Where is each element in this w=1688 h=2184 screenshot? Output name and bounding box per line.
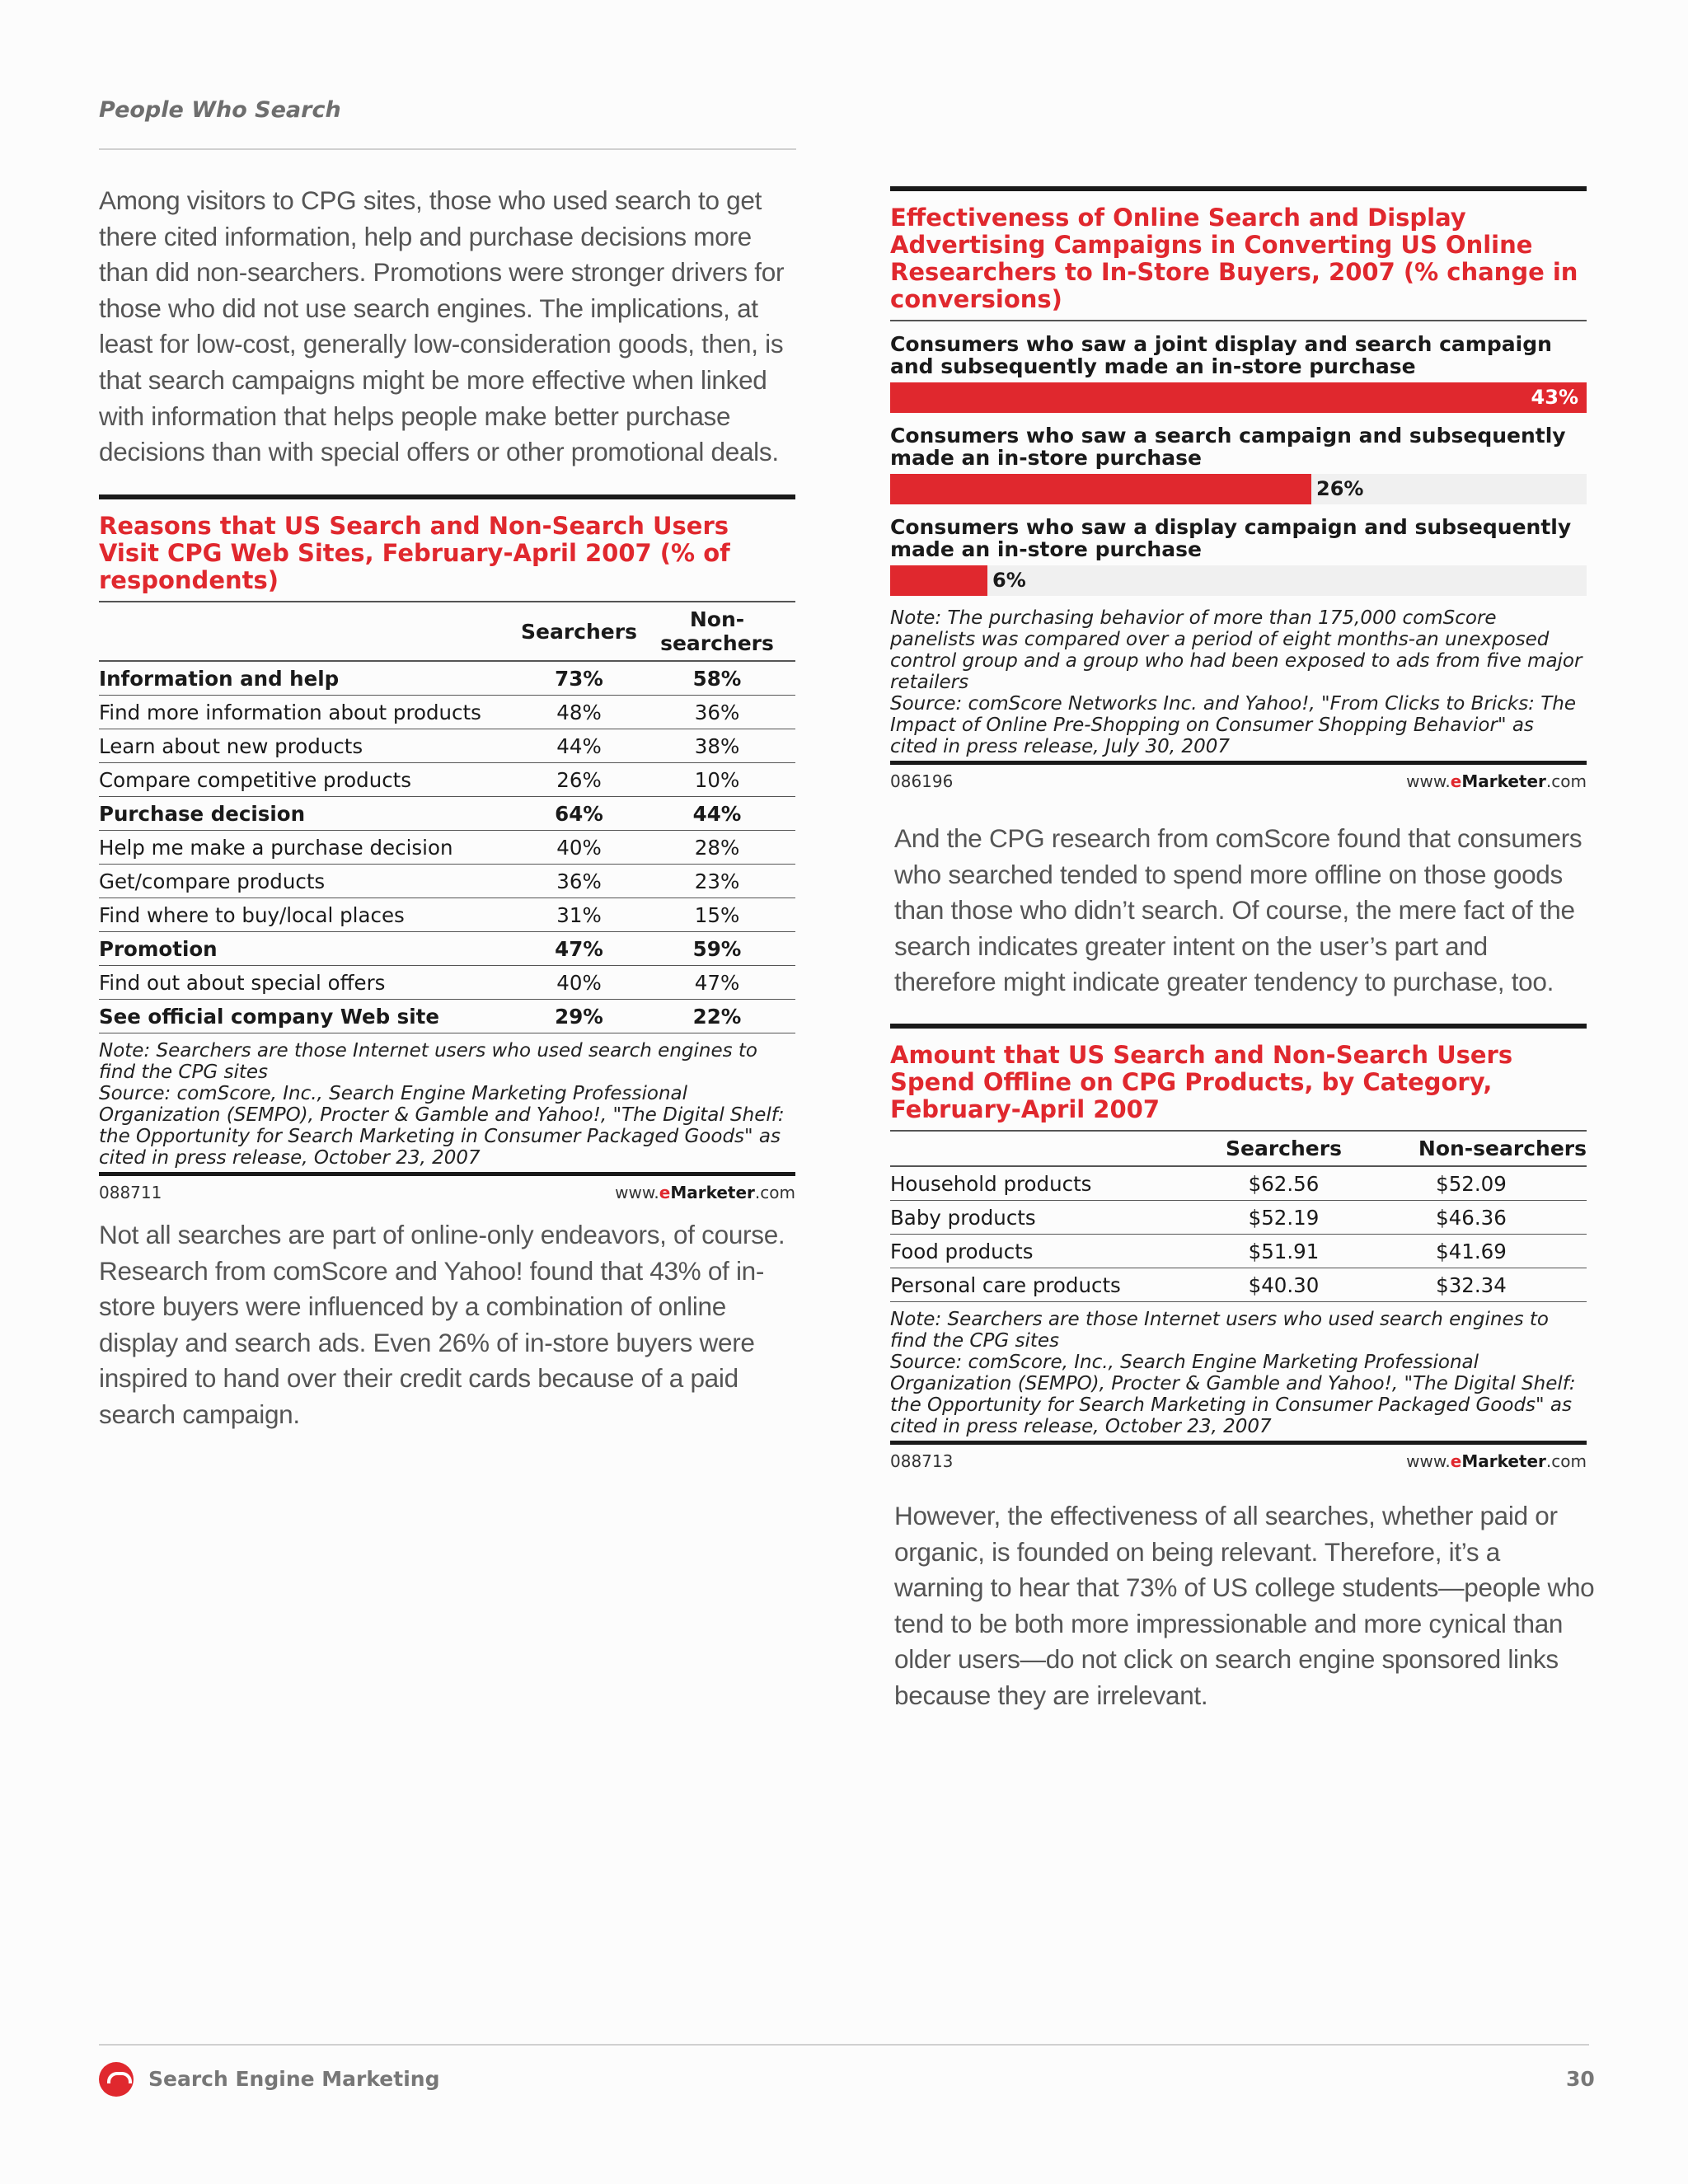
non-searchers-value: 36% [639, 696, 795, 729]
paragraph: Among visitors to CPG sites, those who used search to get there cited information, help and purchase decisions more than did non-searchers. Promotions were stronger drivers for those who did not use search engines. The implications, at least for low-cost, generally low-consideration goods, then, is that search campaigns might be more effective when linked with information that helps people make better purchase decisions than with special offers or other promotional deals. [99, 185, 785, 467]
row-label: Household products [890, 1166, 1212, 1201]
source-text: Source: comScore Networks Inc. and Yahoo!, "From Clicks to Bricks: The Impact of Online Pre-Shopping on Consumer Shopping Behavior" as cited in press release, July 30, 2007 [890, 693, 1577, 757]
searchers-value: 47% [519, 932, 639, 966]
table-row [890, 1166, 1587, 1201]
exhibit-top-rule [890, 186, 1587, 191]
table-row [99, 966, 795, 1000]
exhibit-footer [890, 771, 1587, 791]
table-row [99, 696, 795, 729]
searchers-value: $40.30 [1212, 1268, 1356, 1302]
table-row [890, 1235, 1587, 1268]
table-row [99, 797, 795, 831]
exhibit-title: Amount that US Search and Non-Search Users Spend Offline on CPG Products, by Category, February-April 2007 [890, 1041, 1513, 1123]
page-number: 30 [1566, 2067, 1595, 2091]
exhibit-note [890, 1309, 1587, 1437]
intro-paragraph [99, 183, 799, 471]
paragraph: And the CPG research from comScore found that consumers who searched tended to spend more offline on those goods than those who didn’t search. Of course, the mere fact of the search indicates greater intent on the user’s part and therefore might indicate greater tendency to purchase, too. [894, 823, 1582, 997]
note-text: Note: The purchasing behavior of more than 175,000 comScore panelists was compared over a period of eight months-an unexposed control group and a group who had been exposed to ads from five major retailers [890, 607, 1582, 693]
row-label: Find where to buy/local places [99, 898, 519, 932]
table-row [99, 932, 795, 966]
chart-title: Effectiveness of Online Search and Display Advertising Campaigns in Converting US Online Researchers to In-Store Buyers, 2007 (% change in conversions) [890, 204, 1578, 313]
footer-divider [99, 2044, 1589, 2046]
row-label: Help me make a purchase decision [99, 831, 519, 865]
source-text: Source: comScore, Inc., Search Engine Marketing Professional Organization (SEMPO), Procter & Gamble and Yahoo!, "The Digital Shelf: the Opportunity for Search Marketing in Consumer Packaged Goods" as cited in press release, October 23, 2007 [890, 1352, 1576, 1437]
note-text: Note: Searchers are those Internet users who used search engines to find the CPG sites [890, 1309, 1549, 1352]
spending-paragraph [894, 821, 1595, 1001]
searchers-value: 26% [519, 763, 639, 797]
header-divider [99, 148, 796, 150]
exhibit-id: 086196 [890, 771, 954, 791]
bar [890, 565, 987, 596]
exhibit-footer [99, 1183, 795, 1202]
note-text: Note: Searchers are those Internet users who used search engines to find the CPG sites [99, 1040, 757, 1083]
report-title: Search Engine Marketing [148, 2067, 440, 2091]
table-row [99, 865, 795, 898]
row-label: Baby products [890, 1201, 1212, 1235]
reasons-table [99, 602, 795, 1033]
emarketer-brand: www.eMarketer.com [1406, 1451, 1587, 1471]
emarketer-brand: www.eMarketer.com [615, 1183, 795, 1202]
bar-track [890, 382, 1587, 413]
relevance-paragraph [894, 1498, 1595, 1714]
exhibit-footer [890, 1451, 1587, 1471]
table-row [890, 1201, 1587, 1235]
searchers-value: 36% [519, 865, 639, 898]
exhibit-top-rule [99, 494, 795, 499]
table-row [99, 661, 795, 696]
table-header-row [890, 1132, 1587, 1166]
non-searchers-value: 58% [639, 661, 795, 696]
exhibit-bottom-rule [99, 1172, 795, 1176]
paragraph: Not all searches are part of online-only endeavors, of course. Research from comScore and Yahoo! found that 43% of in-store buyers were influenced by a combination of online display and search ads. Even 26% of in-store buyers were inspired to hand over their credit cards because of a paid search campaign. [99, 1220, 785, 1429]
non-searchers-value: 59% [639, 932, 795, 966]
exhibit-divider [890, 320, 1587, 321]
row-label: Personal care products [890, 1268, 1212, 1302]
exhibit-reasons-visit [99, 494, 795, 1202]
spend-table [890, 1132, 1587, 1302]
exhibit-note [99, 1040, 795, 1169]
bar-value-label: 43% [1531, 386, 1578, 409]
table-row [99, 1000, 795, 1033]
column-header [99, 602, 519, 661]
row-label: Promotion [99, 932, 519, 966]
searchers-value: $51.91 [1212, 1235, 1356, 1268]
exhibit-bottom-rule [890, 1441, 1587, 1445]
column-header [890, 1132, 1212, 1166]
column-header-searchers: Searchers [1212, 1132, 1356, 1166]
row-label: Food products [890, 1235, 1212, 1268]
bar [890, 474, 1311, 504]
searchers-value: 31% [519, 898, 639, 932]
bar-value-label: 26% [1316, 477, 1364, 500]
table-row [99, 729, 795, 763]
searchers-value: 44% [519, 729, 639, 763]
table-header-row [99, 602, 795, 661]
non-searchers-value: $52.09 [1356, 1166, 1587, 1201]
column-header-non-searchers: Non-searchers [1356, 1132, 1587, 1166]
bar-track [890, 565, 1587, 596]
column-header-searchers: Searchers [519, 602, 639, 661]
exhibit-top-rule [890, 1024, 1587, 1029]
paragraph: However, the effectiveness of all searches, whether paid or organic, is founded on being relevant. Therefore, it’s a warning to hear that 73% of US college students—people who tend to be both more impressionable and more cynical than older users—do not click on search engine sponsored links because they are irrelevant. [894, 1501, 1595, 1710]
exhibit-offline-spend [890, 1024, 1587, 1471]
searchers-value: 48% [519, 696, 639, 729]
bar-category-label: Consumers who saw a display campaign and subsequently made an in-store purchase [890, 515, 1572, 561]
instore-paragraph [99, 1217, 799, 1433]
non-searchers-value: 47% [639, 966, 795, 1000]
non-searchers-value: $32.34 [1356, 1268, 1587, 1302]
row-label: See official company Web site [99, 1000, 519, 1033]
table-row [99, 763, 795, 797]
searchers-value: 64% [519, 797, 639, 831]
bar-category-label: Consumers who saw a search campaign and subsequently made an in-store purchase [890, 424, 1566, 470]
exhibit-title: Reasons that US Search and Non-Search Users Visit CPG Web Sites, February-April 2007 (% of respondents) [99, 512, 730, 594]
table-row [890, 1268, 1587, 1302]
exhibit-conversion-chart [890, 186, 1587, 791]
non-searchers-value: $46.36 [1356, 1201, 1587, 1235]
bar-track [890, 474, 1587, 504]
row-label: Get/compare products [99, 865, 519, 898]
column-header-non-searchers: Non-searchers [639, 602, 795, 661]
emarketer-brand: www.eMarketer.com [1406, 771, 1587, 791]
row-label: Information and help [99, 661, 519, 696]
searchers-value: 29% [519, 1000, 639, 1033]
row-label: Purchase decision [99, 797, 519, 831]
non-searchers-value: 22% [639, 1000, 795, 1033]
row-label: Learn about new products [99, 729, 519, 763]
searchers-value: $62.56 [1212, 1166, 1356, 1201]
searchers-value: 40% [519, 831, 639, 865]
non-searchers-value: 44% [639, 797, 795, 831]
bar [890, 382, 1587, 413]
bar-value-label: 6% [992, 569, 1026, 592]
row-label: Find out about special offers [99, 966, 519, 1000]
non-searchers-value: 15% [639, 898, 795, 932]
row-label: Compare competitive products [99, 763, 519, 797]
bar-chart [890, 333, 1587, 596]
non-searchers-value: 23% [639, 865, 795, 898]
section-title: People Who Search [99, 97, 341, 123]
non-searchers-value: $41.69 [1356, 1235, 1587, 1268]
exhibit-note [890, 607, 1587, 757]
exhibit-id: 088713 [890, 1451, 954, 1471]
table-row [99, 831, 795, 865]
source-text: Source: comScore, Inc., Search Engine Marketing Professional Organization (SEMPO), Procter & Gamble and Yahoo!, "The Digital Shelf: the Opportunity for Search Marketing in Consumer Packaged Goods" as cited in press release, October 23, 2007 [99, 1083, 785, 1169]
searchers-value: 73% [519, 661, 639, 696]
emarketer-logo-icon [99, 2062, 134, 2097]
exhibit-id: 088711 [99, 1183, 162, 1202]
non-searchers-value: 38% [639, 729, 795, 763]
bar-category-label: Consumers who saw a joint display and search campaign and subsequently made an in-store purchase [890, 332, 1552, 378]
searchers-value: $52.19 [1212, 1201, 1356, 1235]
row-label: Find more information about products [99, 696, 519, 729]
searchers-value: 40% [519, 966, 639, 1000]
non-searchers-value: 28% [639, 831, 795, 865]
non-searchers-value: 10% [639, 763, 795, 797]
exhibit-bottom-rule [890, 761, 1587, 765]
table-row [99, 898, 795, 932]
